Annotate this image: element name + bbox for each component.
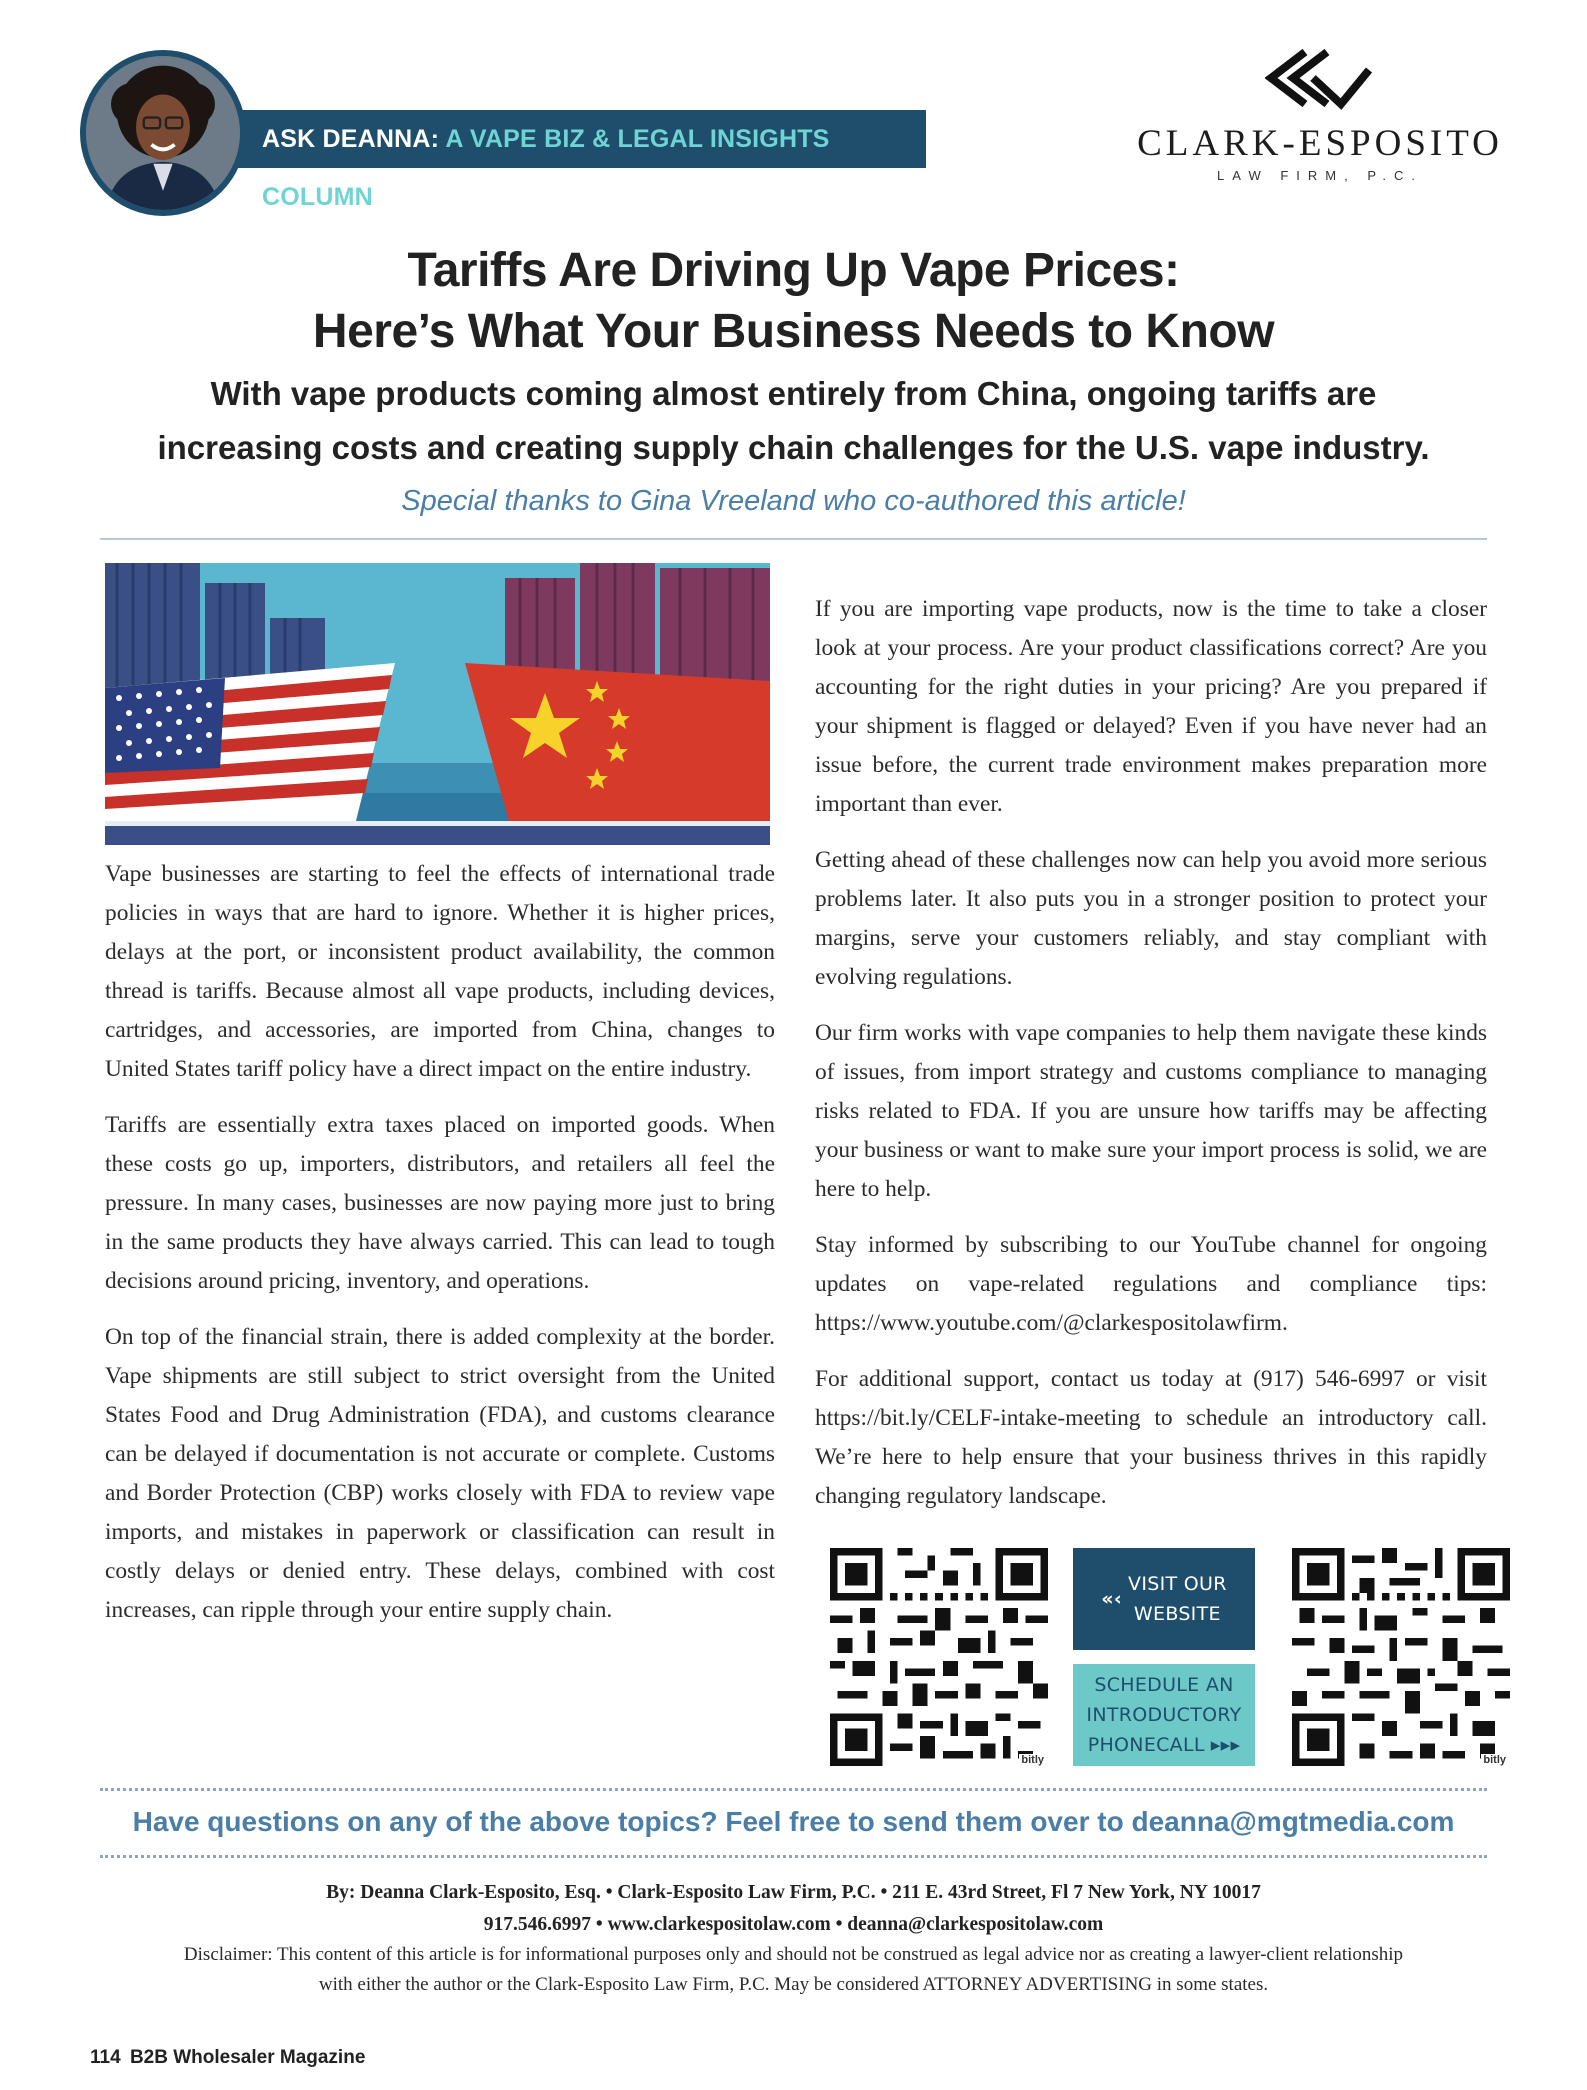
article-headline xyxy=(100,240,1487,362)
qr-code-icon xyxy=(830,1548,1048,1766)
body-paragraph: On top of the financial strain, there is added complexity at the border. Vape shipments are still subject to strict oversight from the United States Food and Drug Administration (FDA), and customs clearance can be delayed if documentation is not accurate or complete. Customs and Border Protection (CBP) works closely with FDA to review vape imports, and mistakes in paperwork or classification can result in costly delays or denied entry. These delays, combined with cost increases, can ripple through your entire supply chain. xyxy=(105,1324,775,1623)
page-folio xyxy=(90,2047,365,2069)
schedule-call-line-1: SCHEDULE AN xyxy=(1094,1674,1234,1696)
schedule-call-line-3: PHONECALL xyxy=(1087,1734,1205,1756)
qr-code-icon xyxy=(1292,1548,1510,1766)
magazine-name: B2B Wholesaler Magazine xyxy=(129,2047,366,2068)
headline-line-1: Tariffs Are Driving Up Vape Prices: xyxy=(407,244,1180,297)
author-portrait-illustration xyxy=(86,56,240,210)
dotted-divider xyxy=(100,1855,1487,1858)
body-paragraph: Getting ahead of these challenges now can help you avoid more serious problems later. It also puts you in a stronger position to protect your margins, serve your customers reliably, and stay compliant with evolving regulations. xyxy=(815,847,1487,990)
body-paragraph: Stay informed by subscribing to our YouTube channel for ongoing updates on vape-related regulations and compliance tips: https://www.youtube.com/@clarkespositolawfirm. xyxy=(815,1232,1487,1336)
divider xyxy=(100,538,1487,540)
disclaimer-line-2: with either the author or the Clark-Esposito Law Firm, P.C. May be considered ATTORNEY ADVERTISING in some states. xyxy=(318,1974,1269,1995)
subhead-line-2: increasing costs and creating supply chain challenges for the U.S. vape industry. xyxy=(157,429,1430,466)
visit-website-label xyxy=(1128,1569,1227,1629)
legal-disclaimer xyxy=(95,1940,1492,2000)
column-banner xyxy=(206,110,926,211)
dotted-divider xyxy=(100,1788,1487,1791)
body-paragraph: If you are importing vape products, now is the time to take a closer look at your process. Are your product classifications correct? Are you accounting for the right duties in your pricing? Are you prepared if your shipment is flagged or delayed? Even if you have never had an issue before, the current trade environment makes preparation more important than ever. xyxy=(815,596,1487,817)
bitly-label: bitly xyxy=(1021,1754,1044,1766)
headline-line-2: Here’s What Your Business Needs to Know xyxy=(312,305,1275,358)
visit-website-line-1: VISIT OUR xyxy=(1128,1573,1227,1595)
schedule-call-label xyxy=(1086,1670,1241,1760)
body-paragraph: For additional support, contact us today at (917) 546-6997 or visit https://bit.ly/CELF-intake-meeting to schedule an introductory call. We’re here to help ensure that your business thrives in this rapidly changing regulatory landscape. xyxy=(815,1366,1487,1509)
coauthor-credit: Special thanks to Gina Vreeland who co-authored this article! xyxy=(401,485,1186,517)
schedule-qr-code[interactable] xyxy=(1292,1548,1510,1766)
chevron-right-icon: ▸▸▸ xyxy=(1210,1734,1241,1756)
author-photo xyxy=(80,50,246,216)
visit-website-line-2: WEBSITE xyxy=(1133,1603,1221,1625)
us-china-ships-image xyxy=(105,563,770,845)
article-body-left xyxy=(105,855,775,1647)
firm-name: CLARK-ESPOSITO xyxy=(1137,123,1503,164)
column-label-accent: A VAPE BIZ & LEGAL INSIGHTS COLUMN xyxy=(262,125,830,211)
firm-monogram-icon xyxy=(1265,48,1375,110)
page-number: 114 xyxy=(90,2047,121,2068)
article-body-right xyxy=(815,590,1487,1533)
schedule-call-button[interactable] xyxy=(1073,1664,1255,1766)
firm-logo xyxy=(1130,38,1510,183)
trade-war-illustration xyxy=(105,563,770,845)
article-subhead xyxy=(100,367,1487,475)
website-qr-code[interactable] xyxy=(830,1548,1048,1766)
disclaimer-line-1: Disclaimer: This content of this article is for informational purposes only and should not be construed as legal advice nor as creating a lawyer-client relationship xyxy=(183,1944,1404,1965)
subhead-line-1: With vape products coming almost entirely from China, ongoing tariffs are xyxy=(210,375,1377,412)
byline-contact: 917.546.6997 • www.clarkespositolaw.com • deanna@clarkespositolaw.com xyxy=(483,1914,1104,1935)
questions-callout: Have questions on any of the above topics? Feel free to send them over to deanna@mgtmedia.com xyxy=(132,1806,1455,1837)
bitly-label: bitly xyxy=(1483,1754,1506,1766)
schedule-call-line-2: INTRODUCTORY xyxy=(1086,1704,1242,1726)
firm-subtitle: LAW FIRM, P.C. xyxy=(1217,168,1423,183)
column-label-prefix: ASK DEANNA: xyxy=(262,125,446,153)
byline-address: By: Deanna Clark-Esposito, Esq. • Clark-Esposito Law Firm, P.C. • 211 E. 43rd Street, Fl 7 New York, NY 10017 xyxy=(326,1882,1261,1903)
body-paragraph: Vape businesses are starting to feel the effects of international trade policies in ways that are hard to ignore. Whether it is higher prices, delays at the port, or inconsistent product availability, the common thread is tariffs. Because almost all vape products, including devices, cartridges, and accessories, are imported from China, changes to United States tariff policy have a direct impact on the entire industry. xyxy=(105,861,775,1082)
visit-website-button[interactable] xyxy=(1073,1548,1255,1650)
body-paragraph: Our firm works with vape companies to help them navigate these kinds of issues, from import strategy and customs compliance to managing risks related to FDA. If you are unsure how tariffs may be affecting your business or want to make sure your import process is solid, we are here to help. xyxy=(815,1020,1487,1202)
chevron-left-icon: «‹ xyxy=(1101,1588,1123,1610)
body-paragraph: Tariffs are essentially extra taxes placed on imported goods. When these costs go up, importers, distributors, and retailers all feel the pressure. In many cases, businesses are now paying more just to bring in the same products they have always carried. This can lead to tough decisions around pricing, inventory, and operations. xyxy=(105,1112,775,1294)
author-byline xyxy=(100,1877,1487,1941)
